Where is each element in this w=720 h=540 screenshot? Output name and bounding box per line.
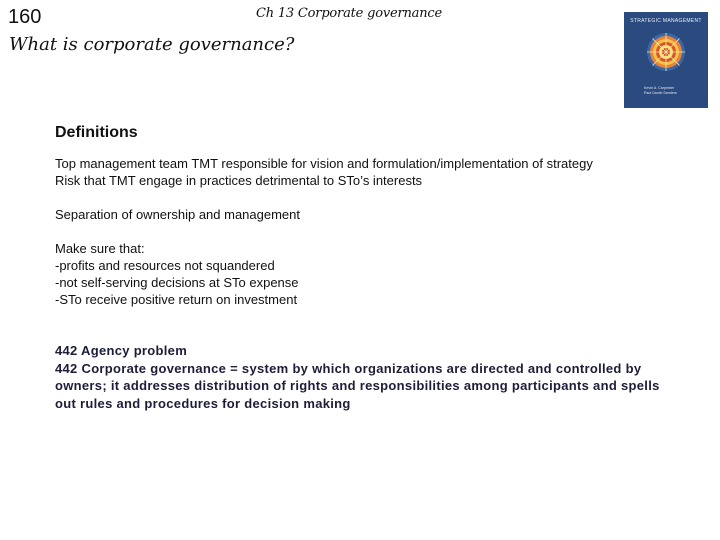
slide-content (55, 124, 675, 412)
text-line: Top management team TMT responsible for vision and formulation/implementation of strategy (55, 156, 593, 171)
corporate-governance-definition: 442 Corporate governance = system by which organizations are directed and controlled by owners; it addresses distribution of rights and responsibilities among participants and spells out rules and procedures for decision making (55, 360, 660, 411)
chapter-title: Ch 13 Corporate governance (256, 6, 442, 21)
book-cover-authors (644, 86, 694, 96)
agency-block (55, 342, 675, 412)
author-name: Kevin A. Carpenter (644, 86, 675, 90)
slide-number: 160 (8, 6, 42, 28)
text-line: Make sure that: (55, 241, 145, 256)
mandala-icon (646, 32, 686, 72)
definitions-heading: Definitions (55, 124, 138, 141)
agency-problem-line: 442 Agency problem (55, 343, 188, 358)
text-line: Separation of ownership and management (55, 207, 300, 222)
make-sure-block (55, 240, 675, 308)
text-line: -STo receive positive return on investment (55, 292, 298, 307)
book-cover-image (624, 12, 708, 108)
text-line: Risk that TMT engage in practices detrimental to STo’s interests (55, 173, 423, 188)
text-line: -not self-serving decisions at STo expense (55, 275, 299, 290)
book-cover-title: STRATEGIC MANAGEMENT (630, 18, 702, 24)
author-name: Paul Daniel Sanders (644, 91, 677, 95)
tmt-block (55, 155, 675, 189)
text-line: -profits and resources not squandered (55, 258, 275, 273)
separation-block (55, 206, 675, 223)
slide-heading: What is corporate governance? (9, 34, 295, 55)
